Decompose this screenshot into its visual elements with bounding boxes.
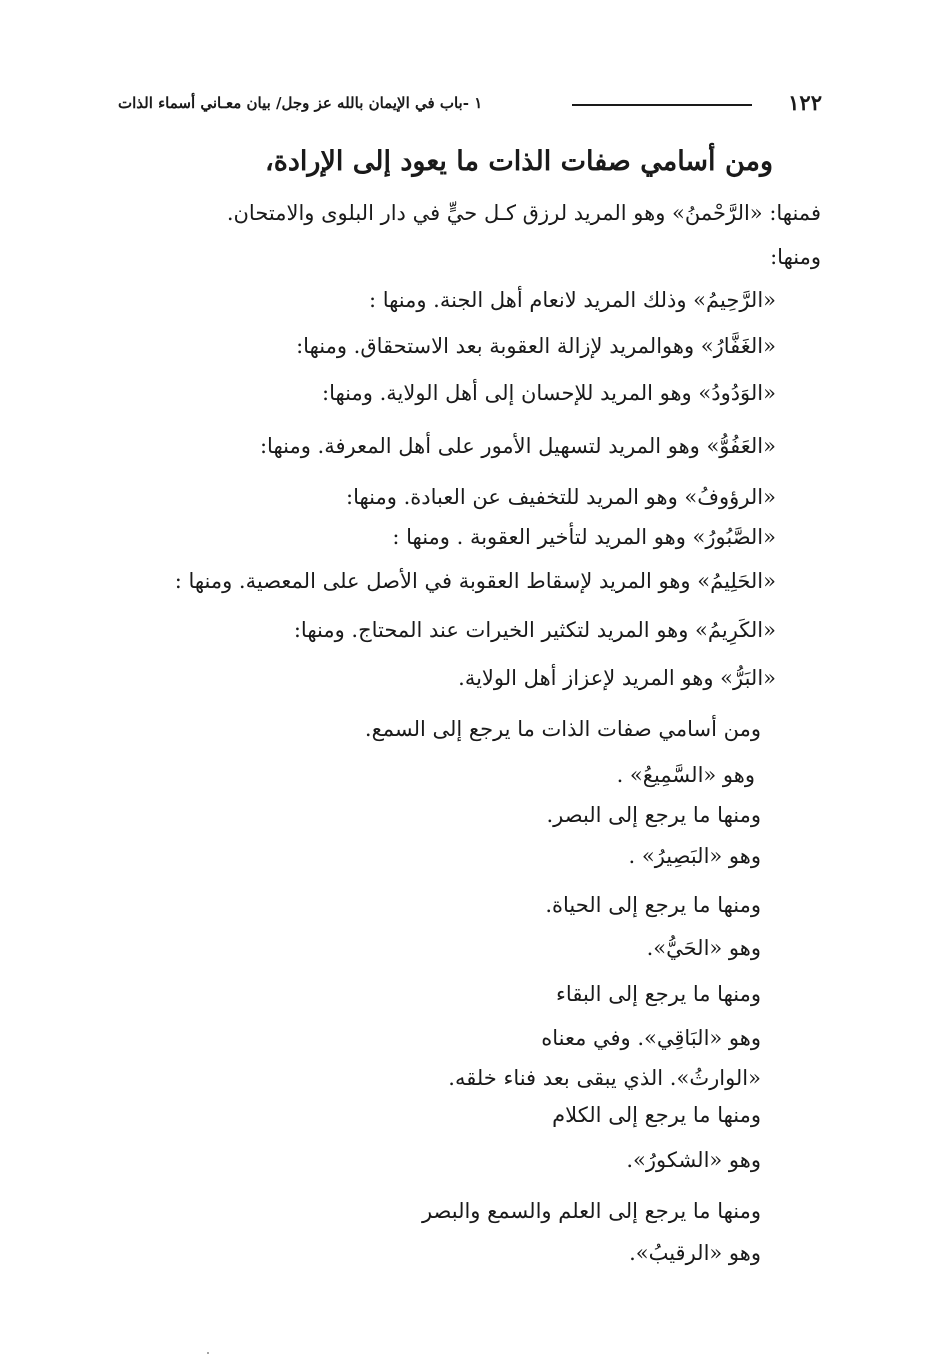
text-line: «العَفُوُّ» وهو المريد لتسهيل الأمور على أهل المعرفة. ومنها: [259, 434, 776, 458]
text-line: وهو «السَّمِيعُ» . [616, 763, 755, 787]
text-line: «الحَلِيمُ» وهو المريد لإسقاط العقوبة في الأصل على المعصية. ومنها : [174, 569, 776, 593]
running-header [118, 90, 822, 120]
text-line: وهو «الحَيُّ». [646, 936, 761, 960]
text-line: فمنها: «الرَّحْمنُ» وهو المريد لرزق كـل حيٍّ في دار البلوى والامتحان. [226, 201, 821, 225]
text-line: «الرَّحِيمُ» وذلك المريد لانعام أهل الجنة. ومنها : [368, 288, 776, 312]
text-line: وهو «البَصِيرُ» . [628, 844, 761, 868]
text-line: وهو «الشكورُ». [626, 1148, 761, 1172]
text-line: ومنها ما يرجع إلى الحياة. [545, 893, 761, 917]
header-rule [572, 104, 752, 106]
text-line: «الرؤوفُ» وهو المريد للتخفيف عن العبادة. ومنها: [346, 485, 776, 509]
text-line: «الوَدُودُ» وهو المريد للإحسان إلى أهل الولاية. ومنها: [322, 381, 776, 405]
text-line: «البَرُّ» وهو المريد لإعزاز أهل الولاية. [458, 666, 776, 690]
text-line: «الكَرِيمُ» وهو المريد لتكثير الخيرات عند المحتاج. ومنها: [293, 618, 776, 642]
section-heading: ومن أسامي صفات الذات ما يعود إلى الإرادة، [265, 146, 773, 177]
text-line: «الوارثُ». الذي يبقى بعد فناء خلقه. [448, 1066, 761, 1090]
text-line: ومنها ما يرجع إلى البصر. [546, 803, 761, 827]
text-line: ومنها ما يرجع إلى العلم والسمع والبصر [421, 1199, 761, 1223]
text-line: «الغَفَّارُ» وهوالمريد لإزالة العقوبة بعد الاستحقاق. ومنها: [296, 334, 776, 358]
text-line: ومنها ما يرجع إلى البقاء [556, 982, 761, 1006]
page-number: ١٢٢ [788, 90, 822, 115]
text-line: وهو «البَاقِي». وفي معناه [541, 1026, 761, 1050]
text-line: وهو «الرقيبُ». [629, 1241, 761, 1265]
text-line: ومنها: [770, 245, 821, 269]
chapter-title: ١ -باب في الإيمان بالله عز وجل/ بيان معـاني أسماء الذات [118, 94, 483, 112]
text-line: «الصَّبُورُ» وهو المريد لتأخير العقوبة . ومنها : [392, 525, 776, 549]
text-line: ومن أسامي صفات الذات ما يرجع إلى السمع. [364, 717, 761, 741]
scan-speck [207, 1352, 209, 1354]
text-line: ومنها ما يرجع إلى الكلام [552, 1103, 761, 1127]
